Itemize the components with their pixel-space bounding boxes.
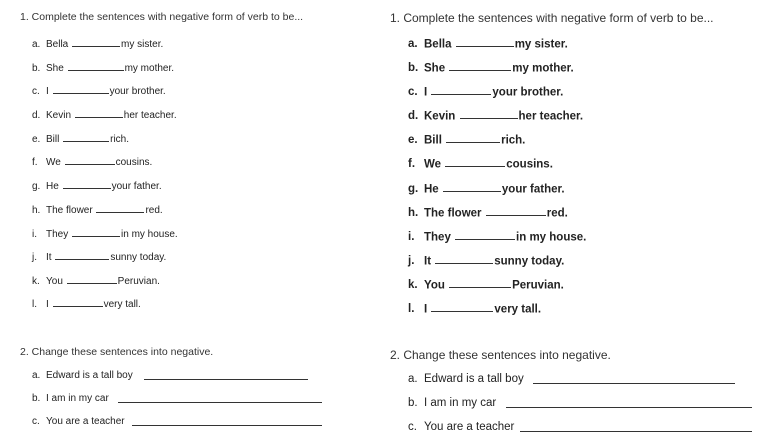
sentence-item: l. I very tall.	[32, 299, 141, 310]
sentence-item: k. You Peruvian.	[408, 277, 564, 291]
sentence-item: f. We cousins.	[408, 156, 553, 170]
sentence-item: e. Bill rich.	[32, 134, 130, 145]
answer-blank[interactable]	[75, 108, 123, 118]
answer-line[interactable]	[144, 370, 308, 380]
sentence-item: i. They in my house.	[408, 229, 586, 243]
sentence-item: h. The flower red.	[408, 205, 568, 219]
sentence-item: g. He your father.	[408, 181, 565, 195]
sentence-item: k. You Peruvian.	[32, 276, 160, 287]
answer-blank[interactable]	[55, 250, 109, 260]
sentence-item: c. You are a teacher	[32, 416, 125, 427]
answer-line[interactable]	[520, 421, 752, 432]
section-2-title: 2. Change these sentences into negative.	[390, 348, 611, 362]
sentence-item: b. I am in my car	[32, 393, 109, 404]
answer-blank[interactable]	[446, 132, 500, 143]
answer-blank[interactable]	[65, 155, 115, 165]
answer-blank[interactable]	[68, 61, 124, 71]
sentence-item: d. Kevin her teacher.	[408, 108, 583, 122]
sentence-item: a. Edward is a tall boy	[408, 373, 524, 385]
answer-blank[interactable]	[63, 179, 111, 189]
answer-blank[interactable]	[96, 203, 144, 213]
answer-blank[interactable]	[431, 301, 493, 312]
answer-blank[interactable]	[455, 229, 515, 240]
answer-blank[interactable]	[456, 36, 514, 47]
sentence-item: c. I your brother.	[32, 86, 166, 97]
sentence-item: c. You are a teacher	[408, 421, 515, 433]
answer-blank[interactable]	[445, 156, 505, 167]
sentence-item: a. Bella my sister.	[408, 36, 568, 50]
sentence-item: i. They in my house.	[32, 229, 178, 240]
sentence-item: a. Bella my sister.	[32, 39, 164, 50]
section-2-title: 2. Change these sentences into negative.	[20, 346, 214, 358]
answer-blank[interactable]	[63, 132, 109, 142]
sentence-item: e. Bill rich.	[408, 132, 525, 146]
sentence-item: h. The flower red.	[32, 205, 163, 216]
sentence-item: l. I very tall.	[408, 301, 541, 315]
answer-blank[interactable]	[435, 253, 493, 264]
answer-blank[interactable]	[72, 227, 120, 237]
sentence-item: j. It sunny today.	[408, 253, 564, 267]
answer-blank[interactable]	[449, 277, 511, 288]
answer-blank[interactable]	[486, 205, 546, 216]
answer-blank[interactable]	[53, 297, 103, 307]
answer-blank[interactable]	[431, 84, 491, 95]
answer-blank[interactable]	[67, 274, 117, 284]
section-1-title: 1. Complete the sentences with negative form of verb to be...	[20, 11, 304, 23]
answer-blank[interactable]	[53, 84, 109, 94]
answer-line[interactable]	[118, 393, 322, 403]
sentence-item: b. She my mother.	[408, 60, 574, 74]
sentence-item: d. Kevin her teacher.	[32, 110, 177, 121]
answer-blank[interactable]	[449, 60, 511, 71]
sentence-item: f. We cousins.	[32, 157, 153, 168]
answer-blank[interactable]	[443, 181, 501, 192]
sentence-item: b. I am in my car	[408, 397, 497, 409]
section-1-title: 1. Complete the sentences with negative form of verb to be...	[390, 11, 714, 25]
sentence-item: g. He your father.	[32, 181, 162, 192]
answer-line[interactable]	[533, 373, 735, 384]
sentence-item: a. Edward is a tall boy	[32, 370, 133, 381]
sentence-item: b. She my mother.	[32, 63, 175, 74]
answer-line[interactable]	[506, 397, 752, 408]
sentence-item: c. I your brother.	[408, 84, 563, 98]
answer-blank[interactable]	[460, 108, 518, 119]
answer-blank[interactable]	[72, 37, 120, 47]
sentence-item: j. It sunny today.	[32, 252, 167, 263]
answer-line[interactable]	[132, 416, 322, 426]
